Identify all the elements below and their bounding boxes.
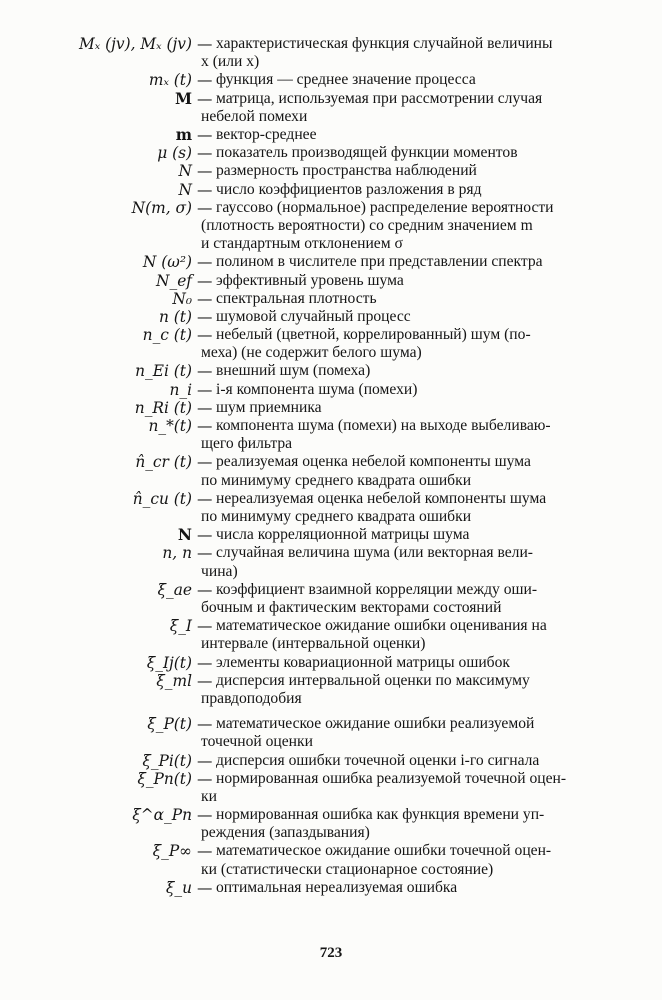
entry-description-line: матрица, используемая при рассмотрении случая [216,89,543,107]
glossary-entry [0,381,662,399]
entry-dash: — [197,769,213,788]
entry-symbol: n, n [162,544,192,563]
entry-dash: — [197,326,213,345]
entry-description-line: число коэффициентов разложения в ряд [216,180,482,198]
entry-description-line: ки [201,787,217,805]
entry-dash: — [197,878,213,897]
entry-dash: — [197,125,213,144]
entry-description-line: вектор-среднее [216,125,317,143]
entry-description-line: ки (статистически стационарное состояние) [201,860,494,878]
glossary-entry [0,544,662,580]
glossary-entry [0,35,662,71]
glossary-entry [0,806,662,842]
entry-symbol: N_ef [156,271,192,290]
entry-description-line: (плотность вероятности) со средним значением m [201,216,533,234]
entry-dash: — [197,35,213,53]
glossary-entry [0,770,662,806]
entry-symbol: n_i [169,380,192,399]
entry-symbol: n̂_cr (t) [135,453,192,472]
glossary-entry [0,399,662,417]
entry-description-line: нормированная ошибка реализуемой точечной оцен- [216,769,567,787]
entry-description-line: небелый (цветной, коррелированный) шум (по- [216,326,531,344]
entry-description-line: математическое ожидание ошибки реализуемой [216,715,535,733]
entry-dash: — [197,271,213,290]
entry-description-line: математическое ожидание ошибки оценивания на [216,617,547,635]
entry-symbol: ξ_P∞ [152,842,192,861]
entry-symbol: ξ_I [169,617,192,636]
glossary-entry [0,879,662,897]
entry-symbol: ξ_Ij(t) [146,653,192,672]
entry-dash: — [197,526,213,545]
entry-symbol: m [175,125,192,144]
entry-description-line: полином в числителе при представлении спектра [216,253,543,271]
entry-dash: — [197,751,213,770]
entry-symbol: μ (s) [157,144,192,163]
entry-description-line: случайная величина шума (или векторная вели- [216,544,533,562]
entry-description-line: реализуемая оценка небелой компоненты шума [216,453,531,471]
entry-description-line: i-я компонента шума (помехи) [216,380,418,398]
entry-description-line: гауссово (нормальное) распределение вероятности [216,198,554,216]
entry-description-line: спектральная плотность [216,289,377,307]
glossary-entry [0,181,662,199]
glossary-entry [0,290,662,308]
entry-symbol: N₀ [172,289,192,308]
entry-dash: — [197,671,213,690]
entry-dash: — [197,198,213,217]
entry-dash: — [197,489,213,508]
entry-dash: — [197,806,213,825]
glossary-entry [0,308,662,326]
glossary-entry [0,672,662,708]
entry-description-line: интервале (интервальной оценки) [201,635,426,653]
entry-description-line: числа корреляционной матрицы шума [216,526,470,544]
entry-symbol: N [177,526,192,545]
entry-description-line: внешний шум (помеха) [216,362,371,380]
entry-dash: — [197,362,213,381]
entry-symbol: ξ_u [165,878,192,897]
entry-description-line: эффективный уровень шума [216,271,404,289]
entry-description-line: небелой помехи [201,107,308,125]
notation-glossary [0,35,662,897]
entry-dash: — [197,580,213,599]
entry-description-line: бочным и фактическим векторами состояний [201,598,502,616]
glossary-entry [0,453,662,489]
glossary-entry [0,715,662,751]
entry-description-line: чина) [201,562,238,580]
entry-description-line: x (или x) [201,53,260,71]
entry-dash: — [197,71,213,90]
entry-description-line: компонента шума (помехи) на выходе выбеливаю- [216,417,551,435]
entry-dash: — [197,398,213,417]
entry-dash: — [197,842,213,861]
entry-symbol: n_c (t) [142,326,192,345]
entry-description-line: меха) (не содержит белого шума) [201,344,422,362]
entry-description-line: реждения (запаздывания) [201,824,370,842]
entry-symbol: N(m, σ) [131,198,192,217]
glossary-entry [0,71,662,89]
entry-description-line: точечной оценки [201,733,313,751]
entry-dash: — [197,162,213,181]
entry-symbol: n_Ei (t) [135,362,192,381]
entry-symbol: M [174,89,192,108]
entry-description-line: по минимуму среднего квадрата ошибки [201,471,472,489]
entry-description-line: характеристическая функция случайной величины [216,35,553,52]
glossary-entry [0,842,662,878]
glossary-entry [0,90,662,126]
entry-symbol: n_*(t) [148,417,192,436]
entry-dash: — [197,144,213,163]
page-number: 723 [319,945,343,961]
entry-dash: — [197,453,213,472]
entry-description-line: коэффициент взаимной корреляции между оши- [216,580,538,598]
entry-symbol: N [178,162,192,181]
entry-description-line: дисперсия интервальной оценки по максимуму [216,671,530,689]
entry-dash: — [197,617,213,636]
entry-dash: — [197,417,213,436]
glossary-entry [0,617,662,653]
glossary-entry [0,654,662,672]
entry-symbol: ξ_ae [157,580,192,599]
entry-description-line: щего фильтра [201,435,293,453]
entry-description-line: дисперсия ошибки точечной оценки i-го сигнала [216,751,540,769]
entry-description-line: шум приемника [216,398,322,416]
entry-description-line: оптимальная нереализуемая ошибка [216,878,458,896]
entry-description-line: нереализуемая оценка небелой компоненты шума [216,489,547,507]
glossary-entry [0,162,662,180]
entry-symbol: ξ^α_Pn [132,806,192,825]
glossary-entry [0,126,662,144]
entry-symbol: n̂_cu (t) [132,489,192,508]
entry-dash: — [197,289,213,308]
entry-dash: — [197,253,213,272]
entry-symbol: ξ_Pi(t) [142,751,192,770]
entry-symbol: n_Ri (t) [134,398,192,417]
entry-symbol: Mₓ (jv), Mₓ (jv) [79,35,192,53]
entry-dash: — [197,180,213,199]
entry-description-line: шумовой случайный процесс [216,307,411,325]
glossary-entry [0,362,662,380]
entry-description-line: по минимуму среднего квадрата ошибки [201,507,472,525]
entry-symbol: N [178,180,192,199]
entry-symbol: ξ_Pn(t) [137,769,192,788]
entry-description-line: функция — среднее значение процесса [216,71,476,89]
entry-description-line: и стандартным отклонением σ [201,235,403,253]
entry-dash: — [197,380,213,399]
glossary-entry [0,752,662,770]
glossary-entry [0,272,662,290]
entry-description-line: математическое ожидание ошибки точечной оцен- [216,842,552,860]
entry-description-line: размерность пространства наблюдений [216,162,477,180]
entry-dash: — [197,653,213,672]
entry-dash: — [197,715,213,734]
entry-dash: — [197,89,213,108]
entry-description-line: правдоподобия [201,689,302,707]
glossary-entry [0,490,662,526]
entry-symbol: ξ_P(t) [147,715,192,734]
entry-symbol: N (ω²) [142,253,192,272]
glossary-entry [0,253,662,271]
glossary-entry [0,144,662,162]
entry-dash: — [197,544,213,563]
glossary-entry [0,526,662,544]
glossary-entry [0,417,662,453]
entry-description-line: элементы ковариационной матрицы ошибок [216,653,510,671]
glossary-entry [0,199,662,254]
entry-description-line: нормированная ошибка как функция времени уп- [216,806,545,824]
entry-symbol: mₓ (t) [148,71,192,90]
entry-symbol: ξ_ml [156,671,192,690]
glossary-entry [0,326,662,362]
entry-description-line: показатель производящей функции моментов [216,144,518,162]
entry-symbol: n (t) [159,307,192,326]
glossary-entry [0,581,662,617]
entry-dash: — [197,307,213,326]
